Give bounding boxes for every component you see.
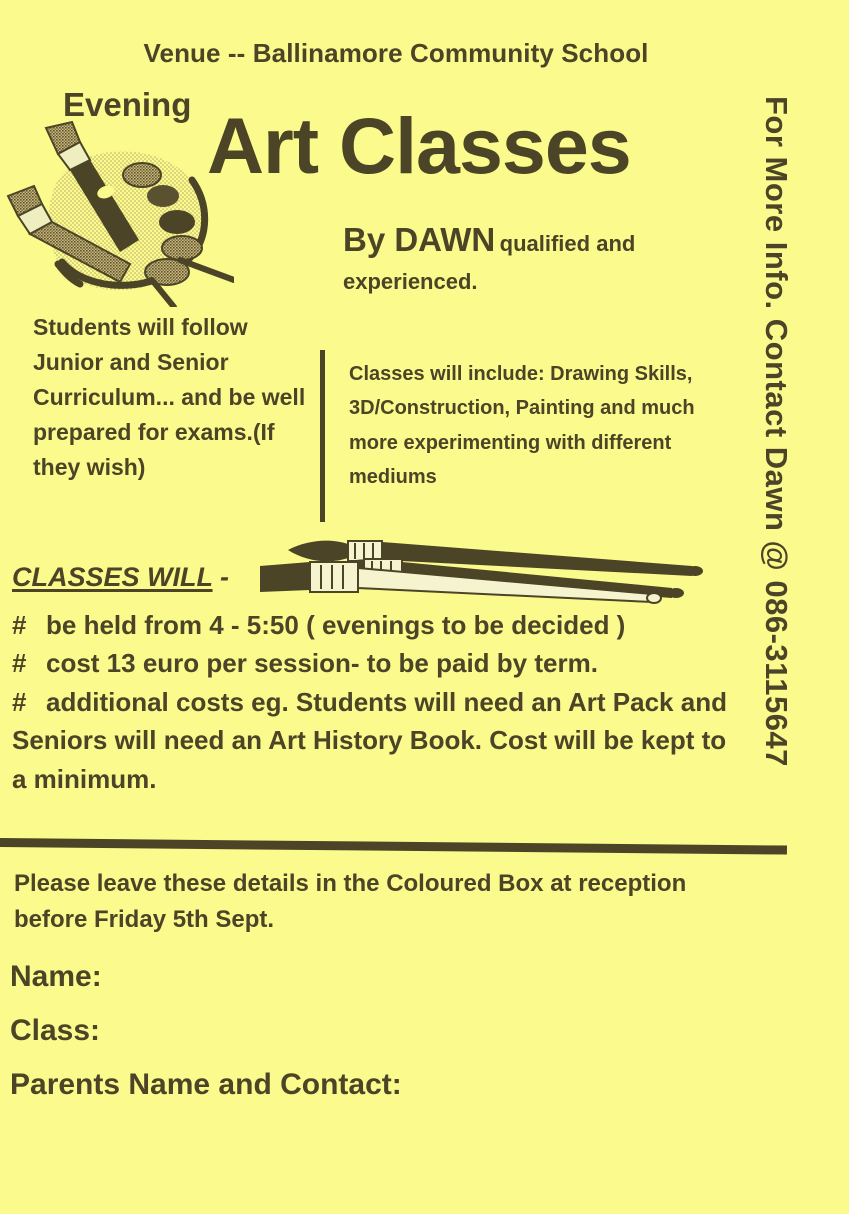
artist-palette-icon — [2, 112, 234, 307]
column-divider — [320, 350, 325, 522]
classes-will-heading — [12, 562, 229, 593]
instructor-name: By DAWN — [343, 221, 496, 258]
curriculum-paragraph: Students will follow Junior and Senior Curriculum... and be well prepared for exams.(If they wish) — [33, 314, 306, 480]
contact-info-text: For More Info. Contact Dawn @ 086-3115647 — [759, 96, 794, 767]
contact-info-strip — [752, 96, 800, 856]
hash-bullet-icon: # — [12, 648, 27, 679]
list-item-text: cost 13 euro per session- to be paid by term. — [46, 648, 598, 679]
paintbrushes-icon — [252, 532, 718, 604]
list-item-text: additional costs eg. Students will need an Art Pack and Seniors will need an Art History Book. Cost will be kept to a minimum. — [12, 686, 727, 794]
classes-will-heading-suffix: - — [212, 562, 230, 592]
class-contents-paragraph: Classes will include: Drawing Skills, 3D/Construction, Painting and much more experimenting with different mediums — [349, 363, 695, 489]
instructor-credentials-line-2: experienced. — [343, 269, 478, 295]
list-item-text: be held from 4 - 5:50 ( evenings to be decided ) — [46, 610, 626, 640]
field-label-name: Name: — [10, 960, 102, 993]
submission-instruction-line-2: before Friday 5th Sept. — [14, 905, 275, 933]
instructor-credentials-line-1: qualified and — [499, 231, 636, 256]
section-divider — [0, 838, 787, 855]
classes-will-heading-text: CLASSES WILL — [12, 562, 213, 592]
list-item — [12, 683, 732, 798]
field-label-parents-name-and-contact: Parents Name and Contact: — [10, 1068, 402, 1101]
instructor-block — [343, 214, 743, 299]
field-label-class: Class: — [10, 1014, 101, 1047]
submission-instruction-line-1: Please leave these details in the Coloured Box at reception — [14, 870, 687, 897]
classes-bullet-list — [12, 606, 732, 798]
list-item — [12, 644, 732, 682]
hash-bullet-icon: # — [12, 686, 27, 717]
list-item — [12, 606, 732, 644]
kicker-evening: Evening — [63, 86, 192, 123]
page-title: Art Classes — [207, 101, 631, 190]
submission-instruction — [14, 866, 804, 937]
hash-bullet-icon: # — [12, 610, 27, 640]
venue-line: Venue -- Ballinamore Community School — [143, 38, 649, 68]
tear-off-form — [10, 950, 710, 1112]
